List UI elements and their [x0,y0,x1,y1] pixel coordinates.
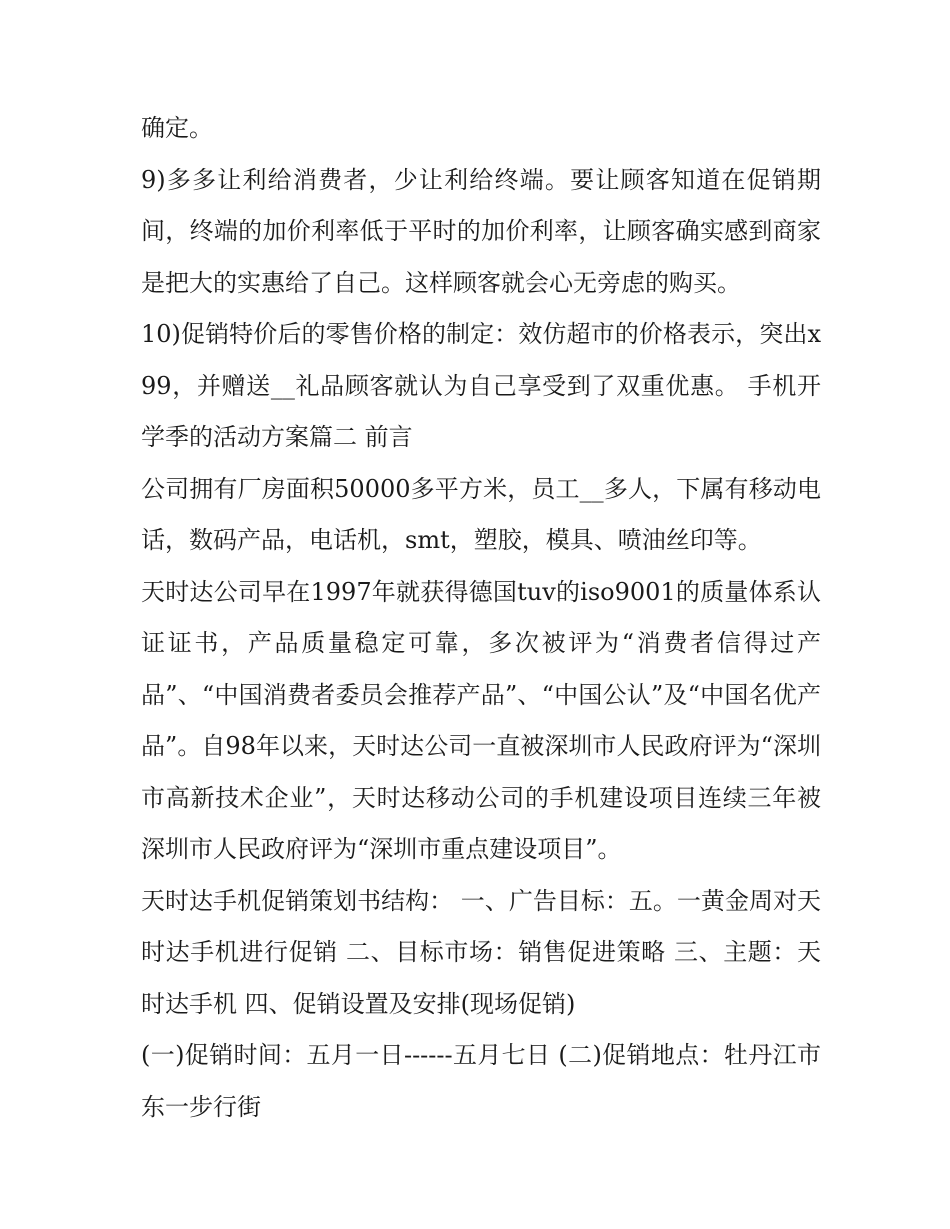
paragraph-4: 公司拥有厂房面积50000多平方米，员工__多人，下属有移动电话，数码产品，电话机，smt，塑胶，模具、喷油丝印等。 [141,474,821,554]
paragraph-5: 天时达公司早在1997年就获得德国tuv的iso9001的质量体系认证证书，产品质量稳定可靠，多次被评为“消费者信得过产品”、“中国消费者委员会推荐产品”、“中国公认”及“中国名优产品”。自98年以来，天时达公司一直被深圳市人民政府评为“深圳市高新技术企业”，天时达移动公司的手机建设项目连续三年被深圳市人民政府评为“深圳市重点建设项目”。 [141,577,821,863]
paragraph-1: 确定。 [141,114,213,142]
paragraph-2: 9)多多让利给消费者，少让利给终端。要让顾客知道在促销期间，终端的加价利率低于平时的加价利率，让顾客确实感到商家是把大的实惠给了自己。这样顾客就会心无旁虑的购买。 [141,165,821,297]
document-page [141,103,821,1133]
paragraph-6: 天时达手机促销策划书结构： 一、广告目标：五。一黄金周对天时达手机进行促销 二、目标市场：销售促进策略 三、主题：天时达手机 四、促销设置及安排(现场促销) [141,886,821,1018]
paragraph-7: (一)促销时间：五月一日------五月七日 (二)促销地点：牡丹江市东一步行街 [141,1041,821,1121]
paragraph-3: 10)促销特价后的零售价格的制定：效仿超市的价格表示，突出x99，并赠送__礼品顾客就认为自己享受到了双重优惠。 手机开学季的活动方案篇二 前言 [141,320,821,451]
